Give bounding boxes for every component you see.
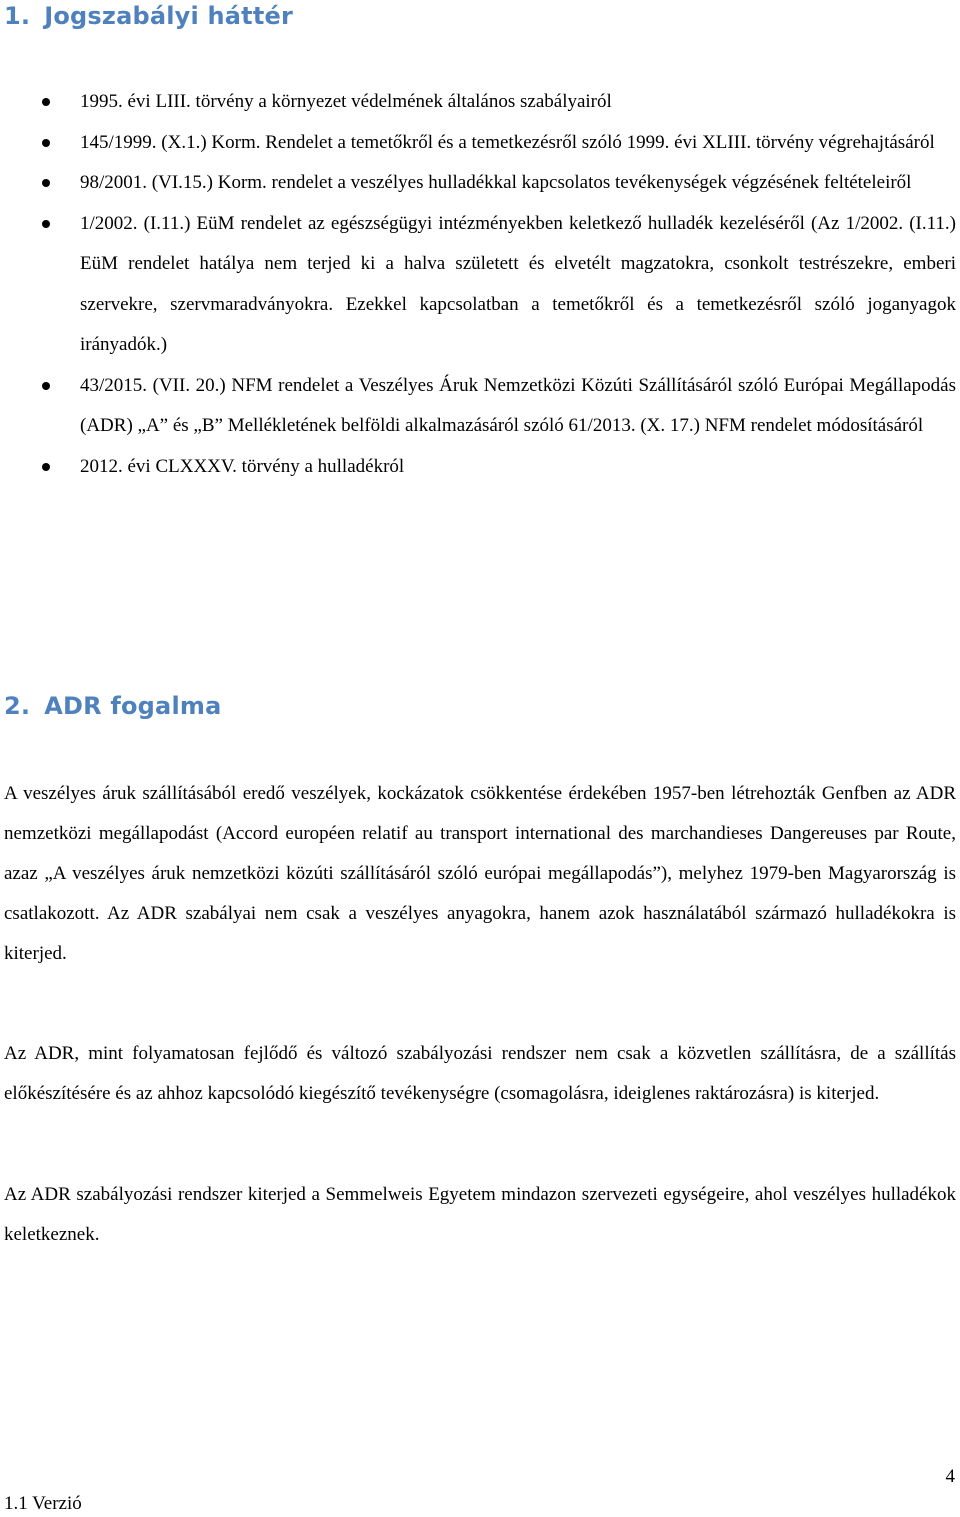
law-item: 1/2002. (I.11.) EüM rendelet az egészségügyi intézményekben keletkező hulladék kezeléséről (Az 1/2002. (I.11.) EüM rendelet hatálya nem terjed ki a halva született és elvetélt magzatokra, csonkolt testrészekre, emberi szervekre, szervmaradványokra. Ezekkel kapcsolatban a temetőkről és a temetkezésről szóló joganyagok irányadók.): [0, 204, 960, 366]
section-2-title: ADR fogalma: [44, 692, 222, 720]
law-item: 98/2001. (VI.15.) Korm. rendelet a veszélyes hulladékkal kapcsolatos tevékenységek végzésének feltételeiről: [0, 163, 960, 204]
version-label: 1.1 Verzió: [4, 1493, 82, 1514]
page-number: 4: [945, 1466, 955, 1487]
section-1-number: 1.: [4, 2, 31, 30]
law-item: 2012. évi CLXXXV. törvény a hulladékról: [0, 447, 960, 488]
paragraph: Az ADR, mint folyamatosan fejlődő és változó szabályozási rendszer nem csak a közvetlen szállításra, de a szállítás előkészítésére és az ahhoz kapcsolódó kiegészítő tevékenységre (csomagolásra, ideiglenes raktározásra) is kiterjed.: [4, 1043, 956, 1104]
section-1-heading: [4, 2, 293, 30]
section-2-heading: [4, 692, 222, 720]
law-item: 1995. évi LIII. törvény a környezet védelmének általános szabályairól: [0, 82, 960, 123]
paragraph: Az ADR szabályozási rendszer kiterjed a Semmelweis Egyetem mindazon szervezeti egységeire, ahol veszélyes hulladékok keletkeznek.: [4, 1184, 956, 1245]
law-list: [0, 82, 960, 487]
section-2-number: 2.: [4, 692, 31, 720]
section-1-title: Jogszabályi háttér: [44, 2, 294, 30]
law-item: 145/1999. (X.1.) Korm. Rendelet a temetőkről és a temetkezésről szóló 1999. évi XLIII. törvény végrehajtásáról: [0, 123, 960, 164]
paragraph: A veszélyes áruk szállításából eredő veszélyek, kockázatok csökkentése érdekében 1957-ben létrehozták Genfben az ADR nemzetközi megállapodást (Accord européen relatif au transport international des marchandieses Dangereuses par Route, azaz „A veszélyes áruk nemzetközi közúti szállításáról szóló európai megállapodás”), melyhez 1979-ben Magyarország is csatlakozott. Az ADR szabályai nem csak a veszélyes anyagokra, hanem azok használatából származó hulladékokra is kiterjed.: [4, 783, 956, 964]
law-item: 43/2015. (VII. 20.) NFM rendelet a Veszélyes Áruk Nemzetközi Közúti Szállításáról szóló Európai Megállapodás (ADR) „A” és „B” Mellékletének belföldi alkalmazásáról szóló 61/2013. (X. 17.) NFM rendelet módosításáról: [0, 366, 960, 447]
